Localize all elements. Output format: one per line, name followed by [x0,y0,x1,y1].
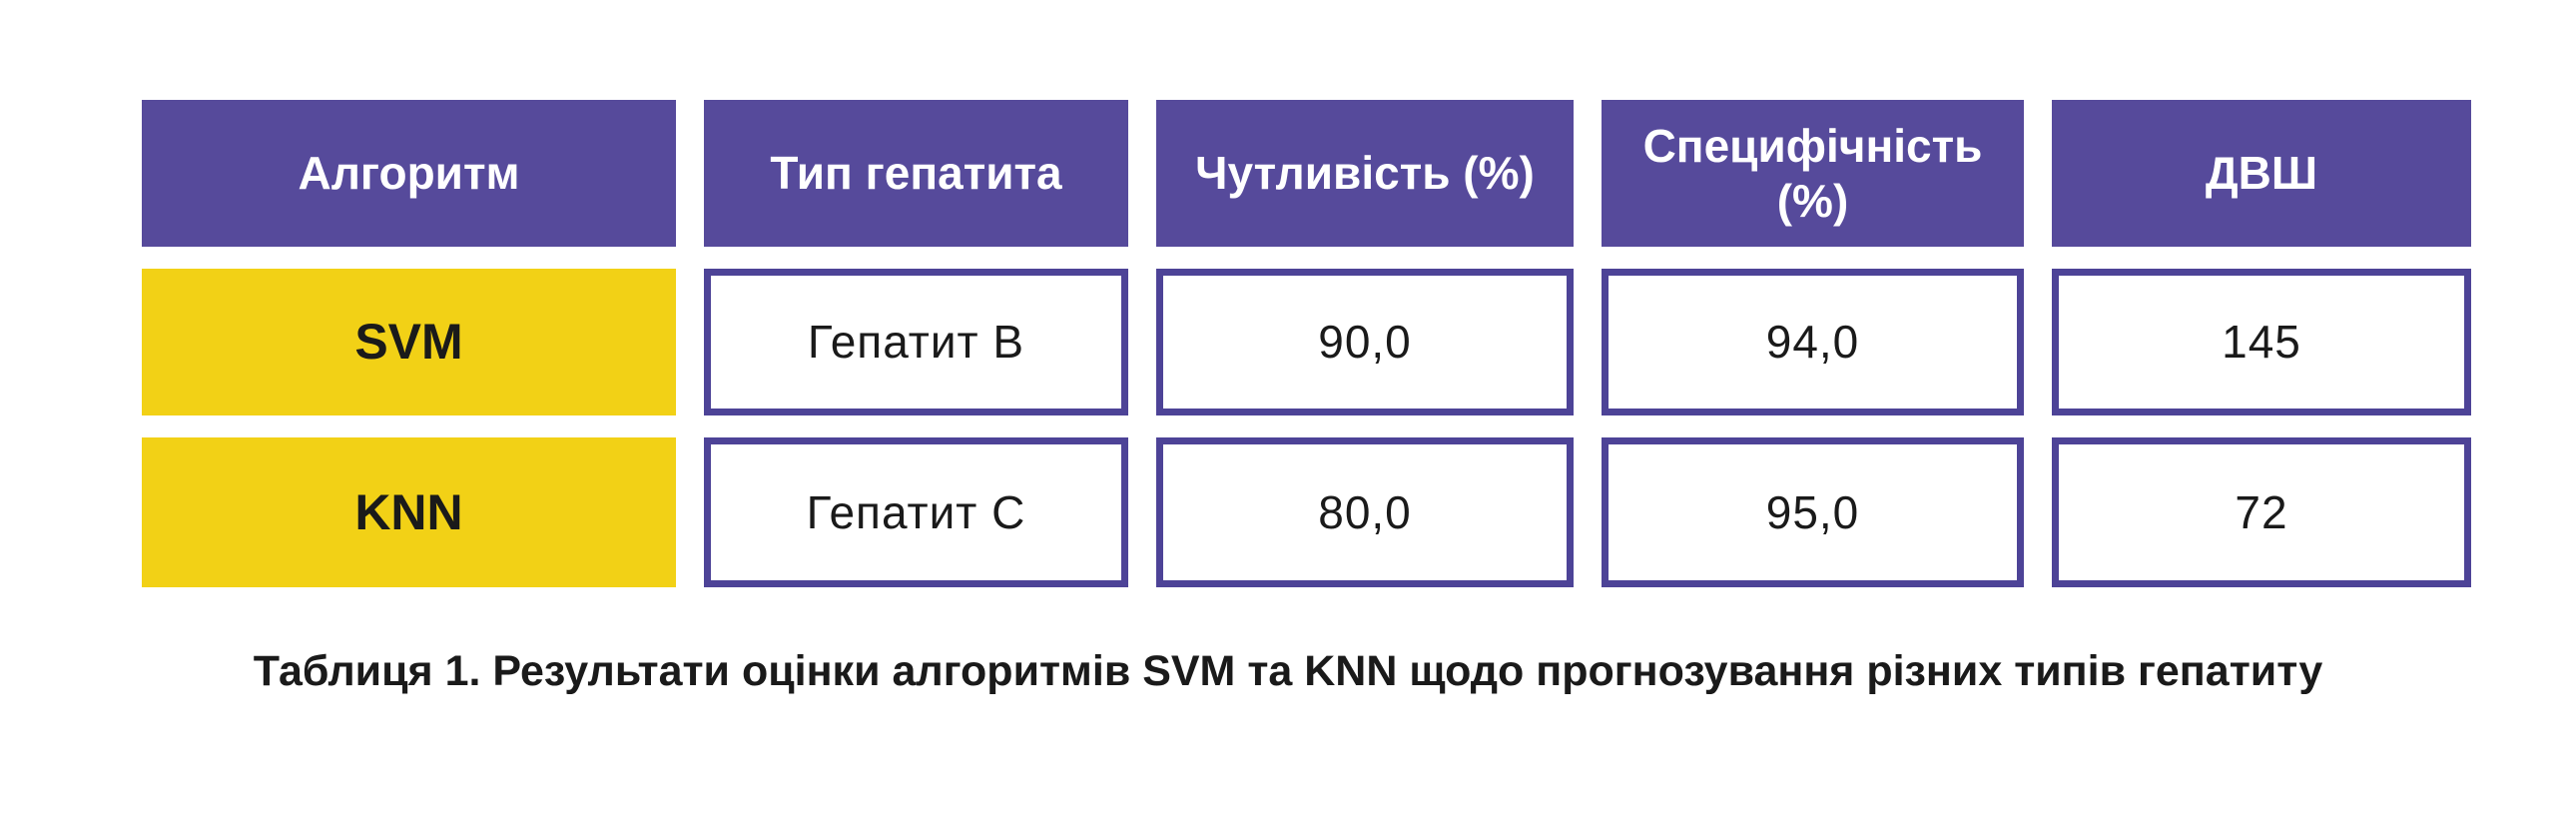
row2-specificity-cell: 95,0 [1602,437,2024,587]
header-cell-sensitivity: Чутливість (%) [1156,100,1574,247]
row2-hepatitis-type-cell: Гепатит C [704,437,1128,587]
header-cell-specificity: Специфічність (%) [1602,100,2024,247]
header-cell-dvsh: ДВШ [2052,100,2471,247]
results-table [142,100,2471,587]
row1-sensitivity-cell: 90,0 [1156,269,1574,415]
table-caption: Таблиця 1. Результати оцінки алгоритмів SVM та KNN щодо прогнозування різних типів гепатиту [253,647,2323,695]
row1-algorithm-cell: SVM [142,269,676,415]
row1-dvsh-cell: 145 [2052,269,2471,415]
row2-dvsh-cell: 72 [2052,437,2471,587]
row1-hepatitis-type-cell: Гепатит B [704,269,1128,415]
row2-sensitivity-cell: 80,0 [1156,437,1574,587]
header-cell-algorithm: Алгоритм [142,100,676,247]
row2-algorithm-cell: KNN [142,437,676,587]
header-cell-hepatitis-type: Тип гепатита [704,100,1128,247]
row1-specificity-cell: 94,0 [1602,269,2024,415]
